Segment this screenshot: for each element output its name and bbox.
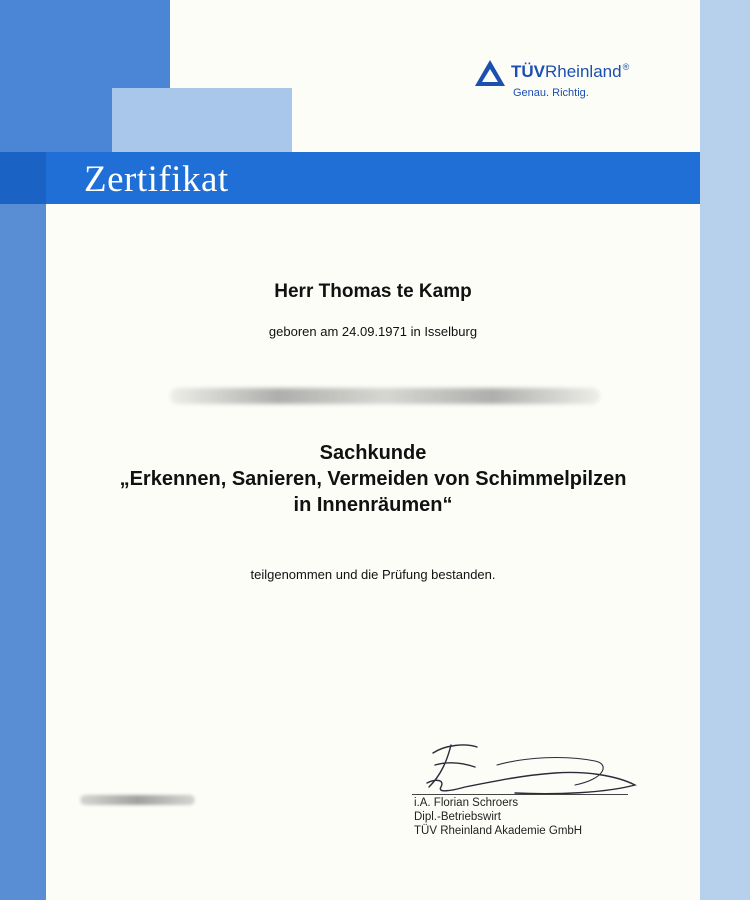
course-line-2: „Erkennen, Sanieren, Vermeiden von Schimmelpilzen <box>119 468 627 490</box>
certificate-title: Zertifikat <box>84 159 229 200</box>
holder-birth-info: geboren am 24.09.1971 in Isselburg <box>268 324 478 339</box>
signatory-organization: TÜV Rheinland Akademie GmbH <box>414 825 583 837</box>
logo-brand-rest: Rheinland <box>545 62 622 81</box>
signatory-title: Dipl.-Betriebswirt <box>414 811 501 823</box>
right-light-band <box>700 0 750 900</box>
signatory-block <box>414 796 582 838</box>
course-line-1: Sachkunde <box>319 442 427 464</box>
holder-name: Herr Thomas te Kamp <box>274 281 472 302</box>
redacted-date <box>80 795 195 805</box>
light-blue-block <box>112 88 292 152</box>
tuv-triangle-icon <box>473 58 507 88</box>
signatory-name: i.A. Florian Schroers <box>414 797 519 809</box>
registered-mark: ® <box>622 62 630 72</box>
course-title <box>46 440 700 518</box>
logo-brand-bold: TÜV <box>511 62 545 81</box>
redacted-text <box>170 388 600 404</box>
tuv-logo-text <box>511 62 629 82</box>
result-text: teilgenommen und die Prüfung bestanden. <box>250 567 496 582</box>
header-bar-edge <box>0 152 46 204</box>
course-line-3: in Innenräumen“ <box>293 494 453 516</box>
signature-line <box>412 794 628 795</box>
logo-tagline: Genau. Richtig. <box>513 87 589 99</box>
